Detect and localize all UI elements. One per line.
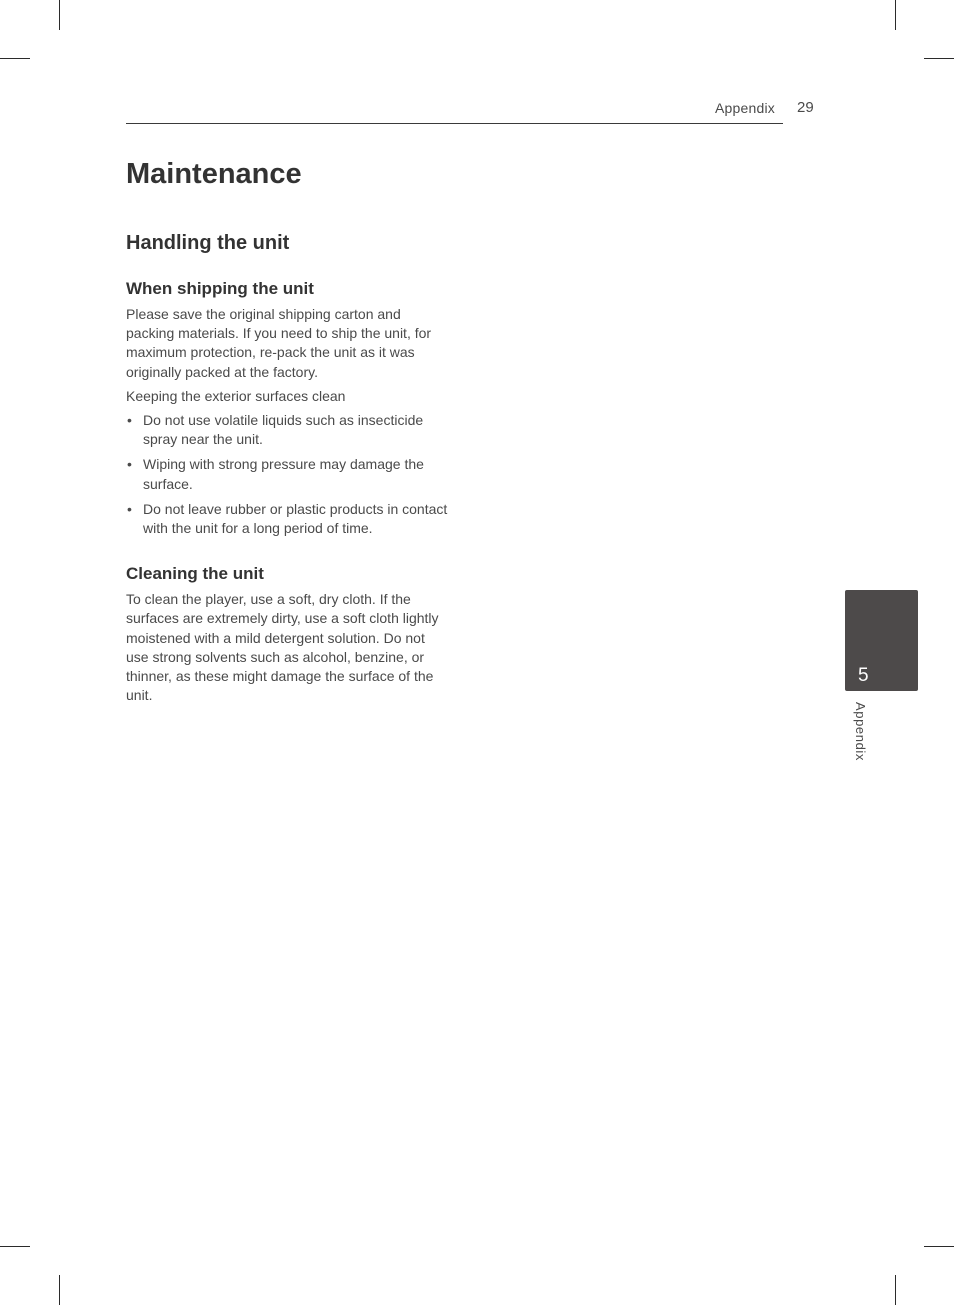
list-item	[126, 455, 451, 493]
chapter-number: 5	[858, 665, 869, 686]
header-rule	[126, 123, 783, 124]
list-item-text: Do not leave rubber or plastic products in contact with the unit for a long period of time.	[143, 500, 448, 537]
crop-mark	[924, 1246, 954, 1247]
crop-mark	[59, 1275, 60, 1305]
cleaning-paragraph: To clean the player, use a soft, dry cloth. If the surfaces are extremely dirty, use a soft cloth lightly moistened with a mild detergent solution. Do not use strong solvents such as alcohol, benzine, or thinner, as these might damage the surface of the unit.	[126, 591, 439, 704]
bullet-icon: •	[127, 412, 132, 429]
crop-mark	[0, 1246, 30, 1247]
bullet-icon: •	[127, 500, 132, 517]
list-item-text: Do not use volatile liquids such as insecticide spray near the unit.	[143, 412, 424, 448]
main-content	[126, 150, 451, 705]
crop-mark	[895, 0, 896, 30]
page-number: 29	[797, 99, 814, 116]
exterior-bullet-list	[126, 411, 451, 538]
crop-mark	[895, 1275, 896, 1305]
list-item	[126, 500, 451, 538]
crop-mark	[924, 58, 954, 59]
chapter-tab	[845, 590, 918, 691]
section-title: Handling the unit	[126, 232, 290, 254]
crop-mark	[0, 58, 30, 59]
list-item-text: Wiping with strong pressure may damage the surface.	[143, 456, 424, 492]
crop-mark	[59, 0, 60, 30]
running-header-section: Appendix	[715, 100, 775, 116]
subsection-title-shipping: When shipping the unit	[126, 279, 314, 298]
shipping-paragraph: Please save the original shipping carton and packing materials. If you need to ship the unit, for maximum protection, re-pack the unit as it was originally packed at the factory.	[126, 306, 432, 380]
list-item	[126, 411, 451, 449]
page-title: Maintenance	[126, 158, 302, 190]
exterior-heading: Keeping the exterior surfaces clean	[126, 387, 346, 404]
bullet-icon: •	[127, 456, 132, 473]
chapter-tab-label: Appendix	[853, 702, 868, 762]
subsection-title-cleaning: Cleaning the unit	[126, 564, 264, 584]
